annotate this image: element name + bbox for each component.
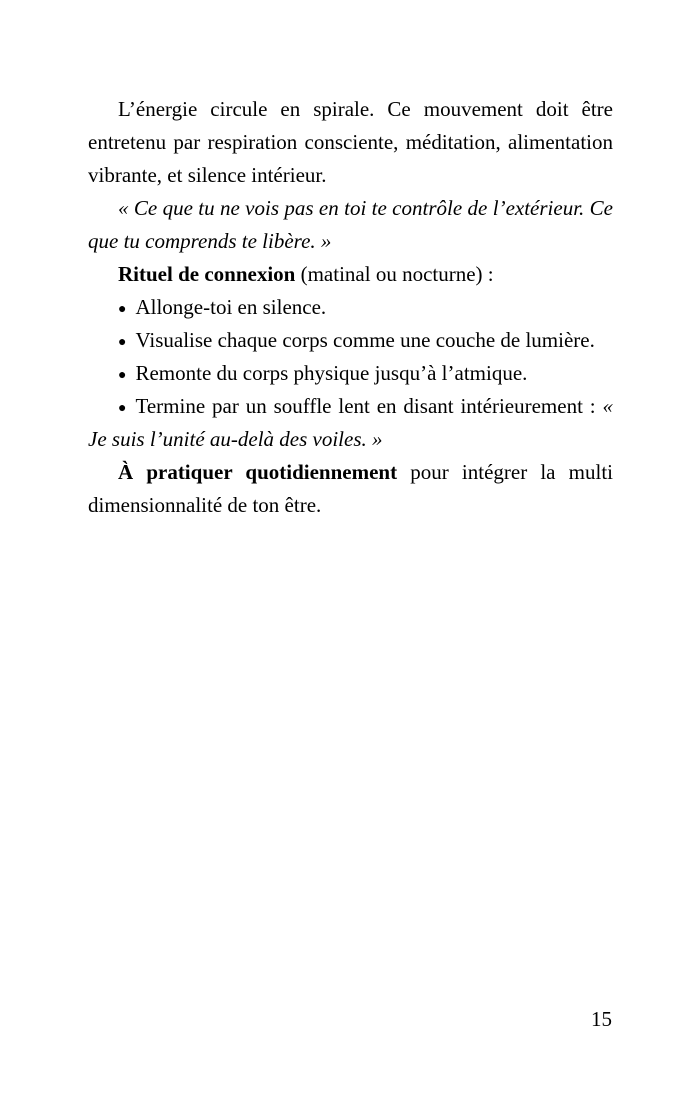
bullet-text: Remonte du corps physique jusqu’à l’atmique. [135,361,528,385]
bullet-icon: ● [118,401,127,416]
page-number: 15 [591,1007,612,1031]
bullet-text: Allonge-toi en silence. [135,295,327,319]
bullet-text-italic: « Je suis l’unité au-delà des voiles. » [88,394,613,451]
bullet-item [88,357,613,390]
practice-bold: À pratiquer quotidiennement [118,460,398,484]
ritual-heading-rest: (matinal ou nocturne) : [295,262,494,286]
bullet-item [88,291,613,324]
bullet-icon: ● [118,368,127,383]
paragraph-energy: L’énergie circule en spirale. Ce mouvement doit être entretenu par respiration consciente, méditation, alimentation vibrante, et silence intérieur. [88,97,613,187]
paragraph-practice [88,456,613,522]
practice-rest: pour intégrer la multi dimensionnalité de ton être. [88,460,613,517]
bullet-text: Visualise chaque corps comme une couche de lumière. [135,328,595,352]
ritual-heading-bold: Rituel de connexion [118,262,296,286]
page-content [88,93,613,522]
bullet-item [88,390,613,456]
paragraph-ritual-heading [88,258,613,291]
bullet-text: Termine par un souffle lent en disant intérieurement : [135,394,603,418]
bullet-icon: ● [118,302,127,317]
bullet-item [88,324,613,357]
bullet-icon: ● [118,335,127,350]
paragraph-quote: « Ce que tu ne vois pas en toi te contrôle de l’extérieur. Ce que tu comprends te libère. » [88,196,613,253]
